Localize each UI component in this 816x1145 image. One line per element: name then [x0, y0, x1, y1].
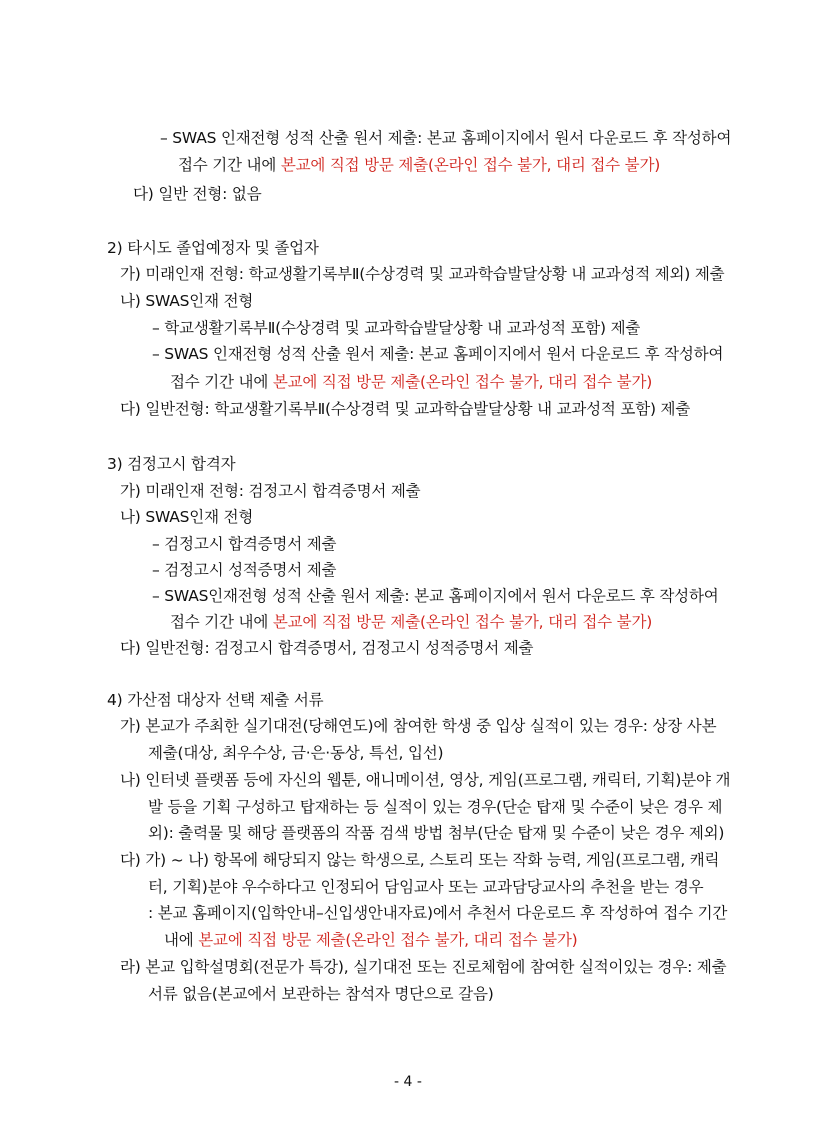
text-line: 가) 미래인재 전형: 학교생활기록부Ⅱ(수상경력 및 교과학습발달상황 내 교과성적 제외) 제출: [120, 265, 725, 283]
text-line: – 검정고시 성적증명서 제출: [152, 561, 337, 579]
text-line: – SWAS 인재전형 성적 산출 원서 제출: 본교 홈페이지에서 원서 다운로드 후 작성하여: [160, 129, 732, 147]
text-line: 나) 인터넷 플랫폼 등에 자신의 웹툰, 애니메이션, 영상, 게임(프로그램, 캐릭터, 기획)분야 개: [120, 771, 731, 789]
text-line: 발 등을 기획 구성하고 탑재하는 등 실적이 있는 경우(단순 탑재 및 수준이 낮은 경우 제: [148, 798, 723, 816]
text-line: 내에 본교에 직접 방문 제출(온라인 접수 불가, 대리 접수 불가): [164, 931, 578, 949]
section-heading: 3) 검정고시 합격자: [107, 455, 236, 473]
text-line: – 학교생활기록부Ⅱ(수상경력 및 교과학습발달상황 내 교과성적 포함) 제출: [152, 319, 641, 337]
emphasis-text: 본교에 직접 방문 제출(온라인 접수 불가, 대리 접수 불가): [272, 373, 653, 391]
text-line: 접수 기간 내에 본교에 직접 방문 제출(온라인 접수 불가, 대리 접수 불가): [170, 613, 653, 631]
text-line: 터, 기획)분야 우수하다고 인정되어 담임교사 또는 교과담당교사의 추천을 받는 경우: [148, 878, 704, 896]
section-heading: 4) 가산점 대상자 선택 제출 서류: [107, 691, 324, 709]
emphasis-text: 본교에 직접 방문 제출(온라인 접수 불가, 대리 접수 불가): [198, 931, 578, 949]
text-line: 접수 기간 내에 본교에 직접 방문 제출(온라인 접수 불가, 대리 접수 불가): [178, 156, 661, 174]
text-line: 접수 기간 내에 본교에 직접 방문 제출(온라인 접수 불가, 대리 접수 불가): [170, 373, 653, 391]
text-line: 다) 일반 전형: 없음: [133, 185, 262, 203]
text-line: – SWAS인재전형 성적 산출 원서 제출: 본교 홈페이지에서 원서 다운로드 후 작성하여: [152, 587, 719, 605]
text-line: 다) 일반전형: 검정고시 합격증명서, 검정고시 성적증명서 제출: [120, 639, 534, 657]
page-number: - 4 -: [394, 1074, 422, 1090]
section-heading: 2) 타시도 졸업예정자 및 졸업자: [107, 239, 319, 257]
text-line: : 본교 홈페이지(입학안내–신입생안내자료)에서 추천서 다운로드 후 작성하여 접수 기간: [148, 904, 728, 922]
text-line: 외): 출력물 및 해당 플랫폼의 작품 검색 방법 첨부(단순 탑재 및 수준이 낮은 경우 제외): [148, 824, 725, 842]
emphasis-text: 본교에 직접 방문 제출(온라인 접수 불가, 대리 접수 불가): [272, 613, 653, 631]
text-line: 라) 본교 입학설명회(전문가 특강), 실기대전 또는 진로체험에 참여한 실적이있는 경우: 제출: [120, 958, 727, 976]
text-line: 가) 미래인재 전형: 검정고시 합격증명서 제출: [120, 482, 421, 500]
text-line: – 검정고시 합격증명서 제출: [152, 535, 337, 553]
text-line: 나) SWAS인재 전형: [120, 292, 254, 310]
text-line: – SWAS 인재전형 성적 산출 원서 제출: 본교 홈페이지에서 원서 다운로드 후 작성하여: [152, 345, 724, 363]
text-line: 제출(대상, 최우수상, 금·은·동상, 특선, 입선): [148, 744, 444, 762]
text-line: 서류 없음(본교에서 보관하는 참석자 명단으로 갈음): [148, 985, 494, 1003]
emphasis-text: 본교에 직접 방문 제출(온라인 접수 불가, 대리 접수 불가): [280, 156, 661, 174]
text-line: 다) 일반전형: 학교생활기록부Ⅱ(수상경력 및 교과학습발달상황 내 교과성적 포함) 제출: [120, 400, 691, 418]
text-line: 다) 가) ~ 나) 항목에 해당되지 않는 학생으로, 스토리 또는 작화 능력, 게임(프로그램, 캐릭: [120, 851, 720, 869]
text-line: 가) 본교가 주최한 실기대전(당해연도)에 참여한 학생 중 입상 실적이 있는 경우: 상장 사본: [120, 717, 717, 735]
text-line: 나) SWAS인재 전형: [120, 508, 254, 526]
